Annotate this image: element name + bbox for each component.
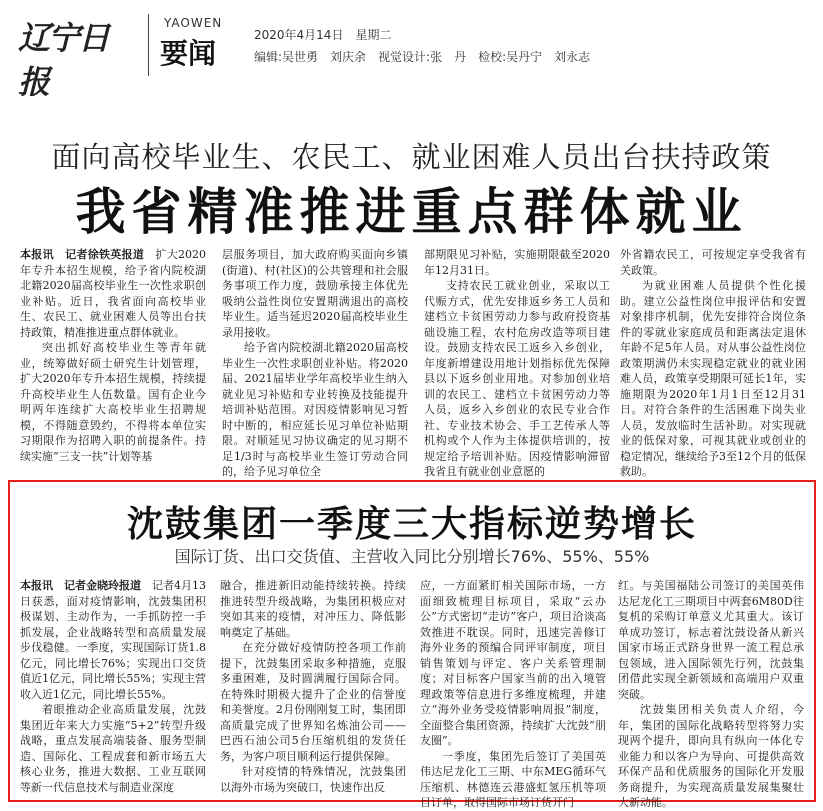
article1-column-4 [620,247,806,478]
article2-column-3 [420,578,606,809]
article1-paragraph: 外省籍农民工，可按规定享受我省有关政策。 [620,248,806,277]
article1-paragraph: 给予省内院校湖北籍2020届高校毕业生一次性求职创业补贴。将2020届、2021届毕业学年高校毕业生纳入就业见习补贴和专业转换及技能提升培训补贴范围。对因疫情影响见习暂时中断的，相应延长见习单位补贴期限。对顺延见习协议确定的见习期不足1/3时与高校毕业生签订劳动合同的，给予见习单位全 [222,341,408,478]
article1-column-1 [20,247,206,472]
article2-paragraph: 一季度，集团先后签订了美国英伟达尼龙化工三期、中东MEG循环气压缩机、林德连云港盛虹氢压机等项目订单，取得国际市场订货开门 [420,749,606,809]
article2-paragraph: 针对疫情的特殊情况，沈鼓集团以海外市场为突破口，快速作出反 [220,765,406,794]
article1-paragraph: 支持农民工就业创业，采取以工代赈方式，优先安排返乡务工人员和建档立卡贫困劳动力参与政府投资基础设施工程，农村危房改造等项目建设。鼓励支持农民工返乡入乡创业，年度新增建设用地计划指标优先保障县以下返乡创业用地。对参加创业培训的农民工、建档立卡贫困劳动力等人员，返乡入乡创业的农民专业合作社、专业技术协会、手工艺传承人等机构或个人作为主体提供培训的，按规定给予培训补贴。因疫情影响滞留我省且有就业创业意愿的 [424,279,610,478]
article2-column-1 [20,578,206,794]
article2-paragraph: 本报讯 记者金晓玲报道 记者4月13日获悉，面对疫情影响，沈鼓集团积极谋划、主动作为，一手抓防控一手抓发展，企业战略转型和高质量发展步伐稳健。一季度，实现国际订货1.8亿元，同比增长76%；实现出口交货值近1亿元，同比增长55%；实现主营收入近1亿元，同比增长55%。 [20,579,206,701]
section-name: 要闻 [160,37,217,70]
masthead [0,0,823,101]
editor-credits: 编辑:吴世勇 刘庆余 视觉设计:张 丹 检校:吴丹宁 刘永志 [254,50,591,64]
article1-paragraph: 部期限见习补贴，实施期限截至2020年12月31日。 [424,248,610,277]
article2-subtitle: 国际订货、出口交货值、主营收入同比分别增长76%、55%、55% [174,547,650,566]
section-name-en: YAOWEN [164,16,223,30]
newspaper-logo: 辽宁日报 [18,19,109,101]
article1-paragraph: 突出抓好高校毕业生等青年就业，统筹做好硕士研究生计划管理，扩大2020年专升本招生规模，持续提升高校毕业生人伍数量。国有企业今明两年连续扩大高校毕业生招聘规模，不得随意毁约，不得将本单位实习期限作为招聘入职的前提条件。持续实施“三支一扶”计划等基 [20,341,206,463]
article1-paragraph: 层服务项目，加大政府购买面向乡镇(街道)、村(社区)的公共管理和社会服务事项工作力度，鼓励承接主体优先吸纳公益性岗位安置期满退出的高校毕业生。适当延迟2020届高校毕业生录用接收。 [222,248,408,339]
article2-title: 沈鼓集团一季度三大指标逆势增长 [126,503,697,545]
article1-subtitle: 面向高校毕业生、农民工、就业困难人员出台扶持政策 [51,140,772,174]
article1-column-3 [424,247,610,478]
article1-byline: 本报讯 记者徐铁英报道 [20,248,145,261]
article1-paragraph: 本报讯 记者徐铁英报道 扩大2020年专升本招生规模，给予省内院校湖北籍2020届高校毕业生一次性求职创业补贴。近日，我省面向高校毕业生、农民工、就业困难人员等出台扶持政策，精准推进重点群体就业。 [20,248,207,339]
issue-date: 2020年4月14日 星期二 [254,28,392,42]
article2-paragraph: 着眼推动企业高质量发展，沈鼓集团近年来大力实施“5+2”转型升级战略，重点发展高端装备、服务型制造、国际化、工程成套和新市场五大核心业务，推进大数据、工业互联网等新一代信息技术与制造业深度 [20,703,206,794]
article2-column-4 [618,578,804,809]
article2-byline: 本报讯 记者金晓玲报道 [20,579,141,592]
article2-column-2 [220,578,406,794]
article1-title: 我省精准推进重点群体就业 [75,183,748,241]
article2-paragraph: 沈鼓集团相关负责人介绍，今年，集团的国际化战略转型将努力实现两个提升，即向具有纵向一体化专业能力和以客户为导向、可提供高效环保产品和优质服务的国际化开发服务商提升，为实现高质量发展集聚壮大新动能。 [618,703,804,809]
article2-paragraph: 红。与美国福陆公司签订的美国英伟达尼龙化工三期项目中两套6M80D往复机的采购订单意义尤其重大。该订单成功签订，标志着沈鼓设备从新兴国家市场正式跻身世界一流工程总承包领域，进入国际领先行列，沈鼓集团借此实现全新领域和高端用户双重突破。 [618,579,804,701]
article2-paragraph: 应，一方面紧盯相关国际市场，一方面细致梳理目标项目，采取“云办公”方式密切“走访”客户，项目洽谈高效推进不耽误。同时，迅速完善修订海外业务的预编合同评审制度，项目销售策划与评定、客户关系管理制度；对目标客户国家当前的出入境管理政策等信息进行多维度梳理，并建立“海外业务受疫情影响周报”制度，全面整合集团资源，持续扩大沈鼓“朋友圈”。 [420,579,606,747]
highlighted-article [8,480,816,809]
article1-column-2 [222,247,408,478]
article1-paragraph: 为就业困难人员提供个性化援助。建立公益性岗位申报评估和安置对象排序机制，优先安排符合岗位条件的零就业家庭成员和距离法定退休年龄不足5年人员。对从事公益性岗位政策期满仍未实现稳定就业的就业困难人员，政策享受期限可延长1年，实施期限为2020年1月1日至12月31日。对符合条件的生活困难下岗失业人员，发放临时生活补助。对实现就业的低保对象，可视其就业或创业的稳定情况，继续给予3至12个月的低保救助。 [620,279,806,478]
article2-paragraph: 融合，推进新旧动能持续转换。持续推进转型升级战略，为集团积极应对突如其来的疫情，对冲压力、降低影响奠定了基础。 [220,579,406,639]
masthead-divider [148,14,149,76]
article2-paragraph: 在充分做好疫情防控各项工作前提下，沈鼓集团采取多种措施，克服多重困难，及时圆满履行国际合同。在特殊时期极大提升了企业的信誉度和美誉度。2月份刚刚复工时，集团即高质量完成了世界知名炼油公司——巴西石油公司5台压缩机组的发货任务，为客户项目顺利运行提供保障。 [220,641,406,763]
